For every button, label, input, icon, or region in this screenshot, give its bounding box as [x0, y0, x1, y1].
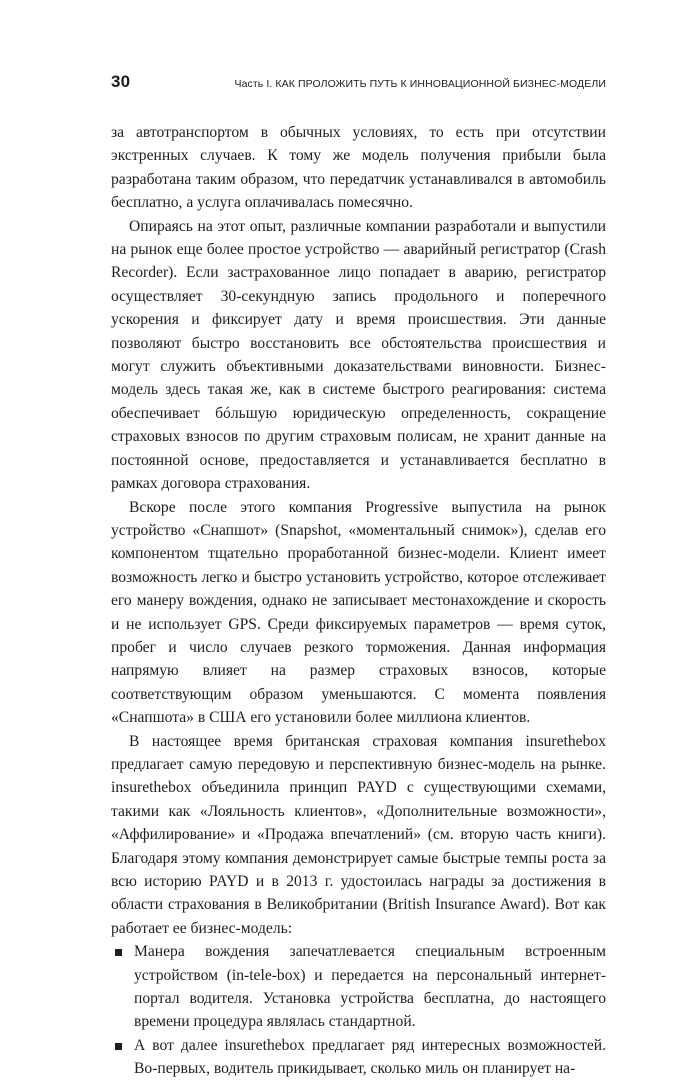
- paragraph: Опираясь на этот опыт, различные компании разработали и выпустили на рынок еще более простое устройство — аварийный регистратор (Crash Recorder). Если застрахованное лицо попадает в аварию, регистратор осуществляет 30-секундную запись продольного и поперечного ускорения и фиксирует дату и время происшествия. Эти данные позволяют быстро восстановить все обстоятельства происшествия и могут служить объективными доказательствами виновности. Бизнес-модель здесь такая же, как в системе быстрого реагирования: система обеспечивает бóльшую юридическую определенность, сокращение страховых взносов по другим страховым полисам, не хранит данные на постоянной основе, предоставляется и устанавливается бесплатно в рамках договора страхования.: [111, 217, 606, 493]
- square-bullet-icon: [115, 1043, 122, 1050]
- bullet-list: [111, 940, 606, 1080]
- running-header: [111, 72, 606, 100]
- paragraph: В настоящее время британская страховая компания insurethebox предлагает самую передовую и перспективную бизнес-модель на рынке. insurethebox объединила принцип PAYD с существующими схемами, такими как «Лояльность клиентов», «Дополнительные возможности», «Аффилирование» и «Продажа впечатлений» (см. вторую часть книги). Благодаря этому компания демонстрирует самые быстрые темпы роста за всю историю PAYD и в 2013 г. удостоилась награды за достижения в области страхования в Великобритании (British Insurance Award). Вот как работает ее бизнес-модель:: [111, 732, 606, 937]
- paragraph: за автотранспортом в обычных условиях, то есть при отсутствии экстренных случаев. К тому же модель получения прибыли была разработана таким образом, что передатчик устанавливался в автомобиль бесплатно, а услуга оплачивалась помесячно.: [111, 124, 606, 212]
- page-number: 30: [111, 72, 131, 91]
- chapter-title: Часть I. КАК ПРОЛОЖИТЬ ПУТЬ К ИННОВАЦИОННОЙ БИЗНЕС-МОДЕЛИ: [234, 78, 606, 90]
- paragraph: Вскоре после этого компания Progressive выпустила на рынок устройство «Снапшот» (Snapshot, «моментальный снимок»), сделав его компонентом тщательно проработанной бизнес-модели. Клиент имеет возможность легко и быстро установить устройство, которое отслеживает его манеру вождения, однако не записывает местонахождение и скорость и не использует GPS. Среди фиксируемых параметров — время суток, пробег и число случаев резкого торможения. Данная информация напрямую влияет на размер страховых взносов, которые соответствующим образом уменьшаются. С момента появления «Снапшота» в США его установили более миллиона клиентов.: [111, 498, 606, 727]
- body-text: [111, 121, 606, 1081]
- bullet-item: [111, 1034, 606, 1081]
- bullet-text: А вот далее insurethebox предлагает ряд интересных возможностей. Во-первых, водитель прикидывает, сколько миль он планирует на-: [134, 1036, 606, 1078]
- square-bullet-icon: [115, 949, 122, 956]
- bullet-text: Манера вождения запечатлевается специальным встроенным устройством (in-tele-box) и передается на персональный интернет-портал водителя. Установка устройства бесплатна, до настоящего времени процедура являлась стандартной.: [134, 943, 606, 1031]
- bullet-item: [111, 940, 606, 1034]
